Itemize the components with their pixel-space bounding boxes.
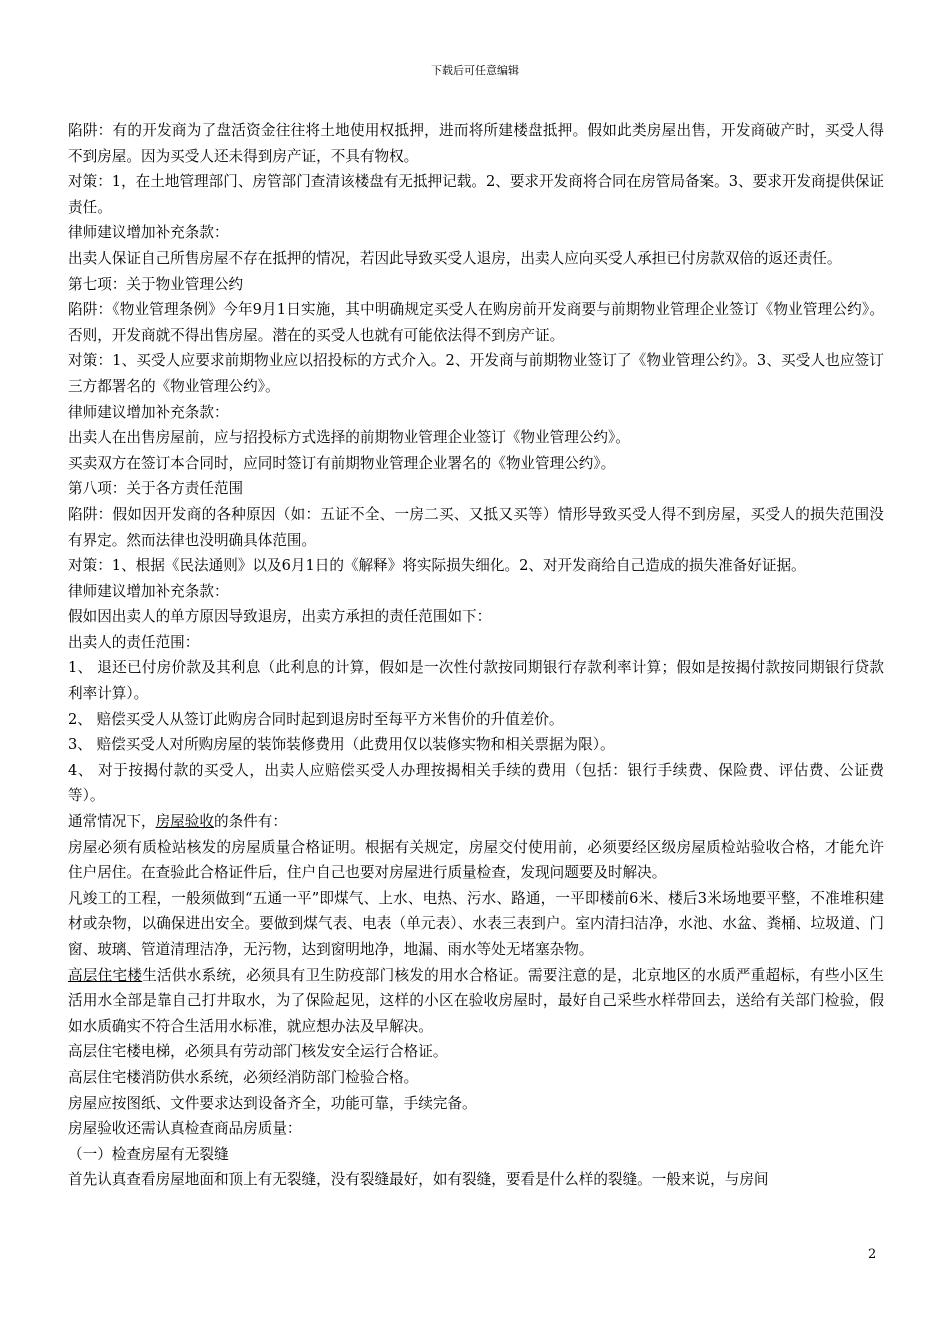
section-heading-seventh: 第七项：关于物业管理公约 [68,275,244,293]
paragraph-seller-liability-heading: 出卖人的责任范围： [68,633,200,651]
paragraph-five-connections: 凡竣工的工程，一般须做到“五通一平”即煤气、上水、电热、污水、路通，一平即楼前6米、楼后3米场地要平整，不准堆积建材或杂物，以确保进出安全。要做到煤气表、电表（单元表）、水表三表到户。室内清扫洁净，水池、水盆、粪桶、垃圾道、门窗、玻璃、管道清理洁净，无污物，达到窗明地净，地漏、雨水等处无堵塞杂物。 [68,889,884,958]
list-item-appreciation: 2、 赔偿买受人从签订此购房合同时起到退房时至每平方米售价的升值差价。 [68,710,564,728]
paragraph-acceptance-conditions [68,809,884,835]
paragraph-quality-check: 房屋验收还需认真检查商品房质量： [68,1120,302,1138]
paragraph-trap-mortgage: 陷阱：有的开发商为了盘活资金往往将土地使用权抵押，进而将所建楼盘抵押。假如此类房屋出售，开发商破产时，买受人得不到房屋。因为买受人还未得到房产证，不具有物权。 [68,122,884,165]
paragraph-trap-property: 陷阱：《物业管理条例》今年9月1日实施，其中明确规定买受人在购房前开发商要与前期物业管理企业签订《物业管理公约》。否则，开发商就不得出售房屋。潜在的买受人也就有可能依法得不到房产证。 [68,301,884,344]
paragraph-quality-certificate: 房屋必须有质检站核发的房屋质量合格证明。根据有关规定，房屋交付使用前，必须要经区级房屋质检站验收合格，才能允许住户居住。在查验此合格证件后，住户自己也要对房屋进行质量检查，发现问题要及时解决。 [68,838,884,882]
paragraph-lawyer-suggestion: 律师建议增加补充条款： [68,403,229,421]
paragraph-elevator: 高层住宅楼电梯，必须具有劳动部门核发安全运行合格证。 [68,1043,448,1061]
paragraph-clause-mortgage: 出卖人保证自己所售房屋不存在抵押的情况，若因此导致买受人退房，出卖人应向买受人承担已付房款双倍的返还责任。 [68,249,842,267]
paragraph-water-supply [68,963,884,1040]
list-item-decoration: 3、 赔偿买受人对所购房屋的装饰装修费用（此费用仅以装修实物和相关票据为限）。 [68,736,615,754]
text-span: 生活供水系统，必须具有卫生防疫部门核发的用水合格证。需要注意的是，北京地区的水质严重超标，有些小区生活用水全部是靠自己打井取水，为了保险起见，这样的小区在验收房屋时，最好自己采些水样带回去，送给有关部门检验，假如水质确实不符合生活用水标准，就应想办法及早解决。 [68,966,884,1035]
paragraph-fire-water: 高层住宅楼消防供水系统，必须经消防部门检验合格。 [68,1068,419,1086]
list-item-mortgage-fees: 4、 对于按揭付款的买受人，出卖人应赔偿买受人办理按揭相关手续的费用（包括：银行手续费、保险费、评估费、公证费等）。 [68,761,884,805]
paragraph-refund-scope: 假如因出卖人的单方原因导致退房，出卖方承担的责任范围如下： [68,608,492,626]
section-heading-cracks: （一）检查房屋有无裂缝 [68,1145,229,1163]
text-span: 的条件有： [213,813,287,831]
paragraph-countermeasure-mortgage: 对策：1，在土地管理部门、房管部门查清该楼盘有无抵押记载。2、要求开发商将合同在房管局备案。3、要求开发商提供保证责任。 [68,173,884,216]
paragraph-equipment: 房屋应按图纸、文件要求达到设备齐全，功能可靠，手续完备。 [68,1094,477,1112]
paragraph-clause-property-1: 出卖人在出售房屋前，应与招投标方式选择的前期物业管理企业签订《物业管理公约》。 [68,429,630,447]
paragraph-countermeasure-liability: 对策：1、根据《民法通则》以及6月1日的《解释》将实际损失细化。2、对开发商给自己造成的损失准备好证据。 [68,557,806,575]
paragraph-lawyer-suggestion: 律师建议增加补充条款： [68,582,229,600]
text-span: 通常情况下， [68,813,156,831]
list-item-refund: 1、 退还已付房价款及其利息（此利息的计算，假如是一次性付款按同期银行存款利率计算；假如是按揭付款按同期银行贷款利率计算）。 [68,659,884,703]
paragraph-countermeasure-property: 对策：1、买受人应要求前期物业应以招投标的方式介入。2、开发商与前期物业签订了《物业管理公约》。3、买受人也应签订三方都署名的《物业管理公约》。 [68,352,884,395]
document-body [68,118,884,1193]
paragraph-clause-property-2: 买卖双方在签订本合同时，应同时签订有前期物业管理企业署名的《物业管理公约》。 [68,454,616,472]
section-heading-eighth: 第八项：关于各方责任范围 [68,480,244,498]
house-acceptance-link[interactable]: 房屋验收 [155,813,214,831]
high-rise-residence-link[interactable]: 高层住宅楼 [68,966,143,984]
paragraph-lawyer-suggestion: 律师建议增加补充条款： [68,224,229,242]
page-header: 下载后可任意编辑 [431,64,519,77]
paragraph-trap-liability: 陷阱：假如因开发商的各种原因（如：五证不全、一房二买、又抵又买等）情形导致买受人得不到房屋，买受人的损失范围没有界定。然而法律也没明确具体范围。 [68,505,884,549]
paragraph-cracks: 首先认真查看房屋地面和顶上有无裂缝，没有裂缝最好，如有裂缝，要看是什么样的裂缝。一般来说，与房间 [68,1171,769,1189]
page-number: 2 [868,1247,877,1262]
